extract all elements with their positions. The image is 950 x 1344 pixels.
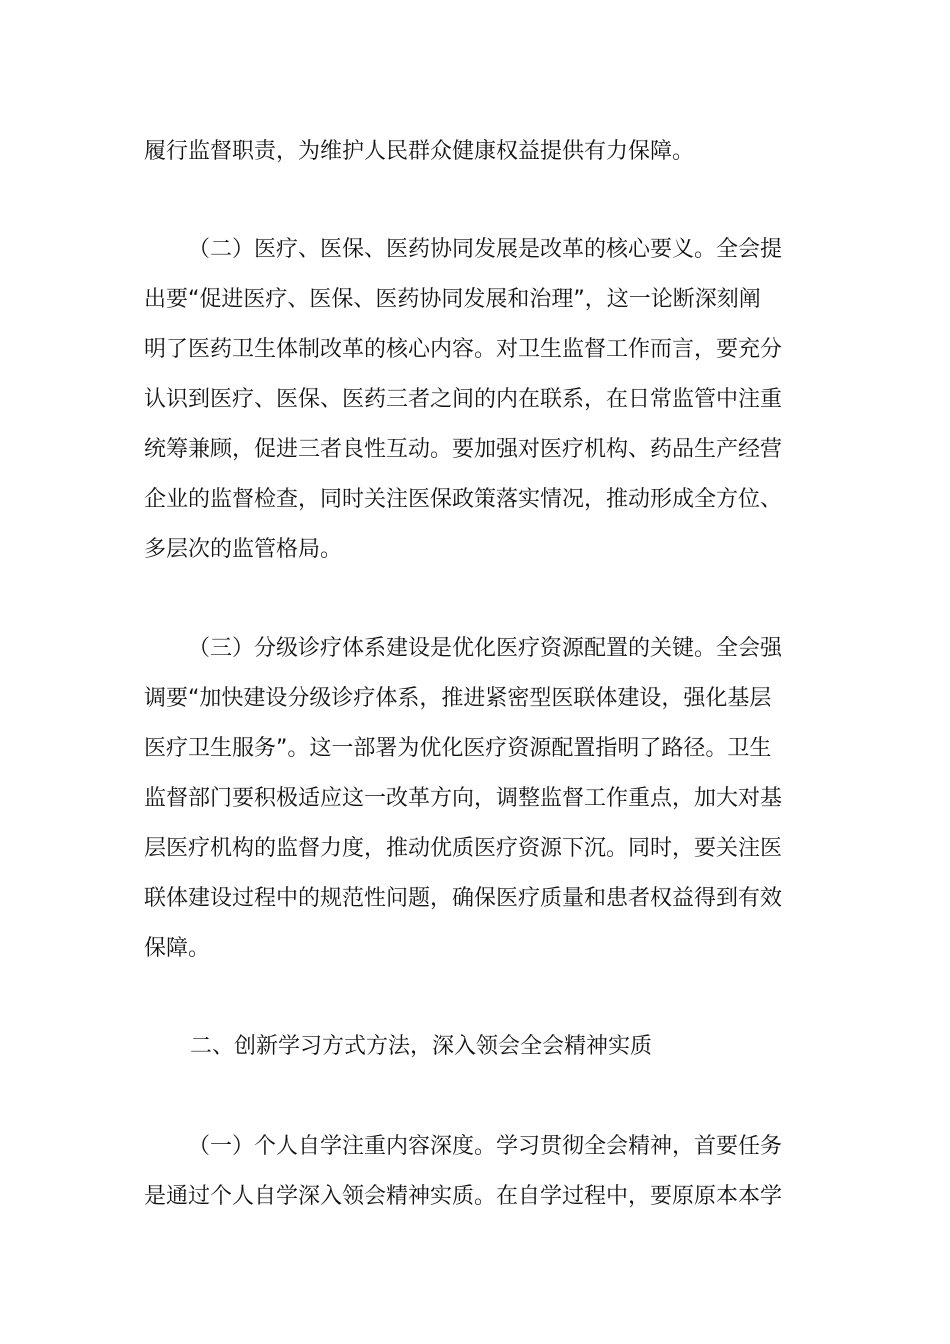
text-line: 明了医药卫生体制改革的核心内容。对卫生监督工作而言，要充分 [144, 337, 783, 362]
section-heading [144, 1022, 808, 1072]
text-line: 监督部门要积极适应这一改革方向，调整监督工作重点，加大对基 [144, 786, 783, 811]
paragraph-section-2-1 [144, 1122, 808, 1222]
text-line: 统筹兼顾，促进三者良性互动。要加强对医疗机构、药品生产经营 [144, 437, 783, 462]
text-line: （一）个人自学注重内容深度。学习贯彻全会精神，首要任务 [188, 1134, 783, 1159]
text-line: 履行监督职责，为维护人民群众健康权益提供有力保障。 [144, 139, 695, 164]
text-line: 调要“加快建设分级诊疗体系，推进紧密型医联体建设，强化基层 [144, 686, 772, 711]
paragraph-section-3 [144, 624, 808, 974]
text-line: 层医疗机构的监督力度，推动优质医疗资源下沉。同时，要关注医 [144, 836, 783, 861]
text-line: 是通过个人自学深入领会精神实质。在自学过程中，要原原本本学 [144, 1184, 783, 1209]
text-line: 多层次的监管格局。 [144, 537, 343, 562]
text-line: 医疗卫生服务”。这一部署为优化医疗资源配置指明了路径。卫生 [144, 736, 772, 761]
heading-text: 二、创新学习方式方法，深入领会全会精神实质 [190, 1034, 653, 1059]
text-line: （二）医疗、医保、医药协同发展是改革的核心要义。全会提 [188, 237, 783, 262]
paragraph-continuation [144, 127, 808, 177]
paragraph-section-2 [144, 225, 808, 575]
text-line: 认识到医疗、医保、医药三者之间的内在联系，在日常监管中注重 [144, 387, 783, 412]
text-line: 出要“促进医疗、医保、医药协同发展和治理”，这一论断深刻阐 [144, 287, 761, 312]
text-line: 保障。 [144, 936, 211, 961]
text-line: 企业的监督检查，同时关注医保政策落实情况，推动形成全方位、 [144, 487, 783, 512]
text-line: （三）分级诊疗体系建设是优化医疗资源配置的关键。全会强 [188, 636, 783, 661]
text-line: 联体建设过程中的规范性问题，确保医疗质量和患者权益得到有效 [144, 886, 783, 911]
